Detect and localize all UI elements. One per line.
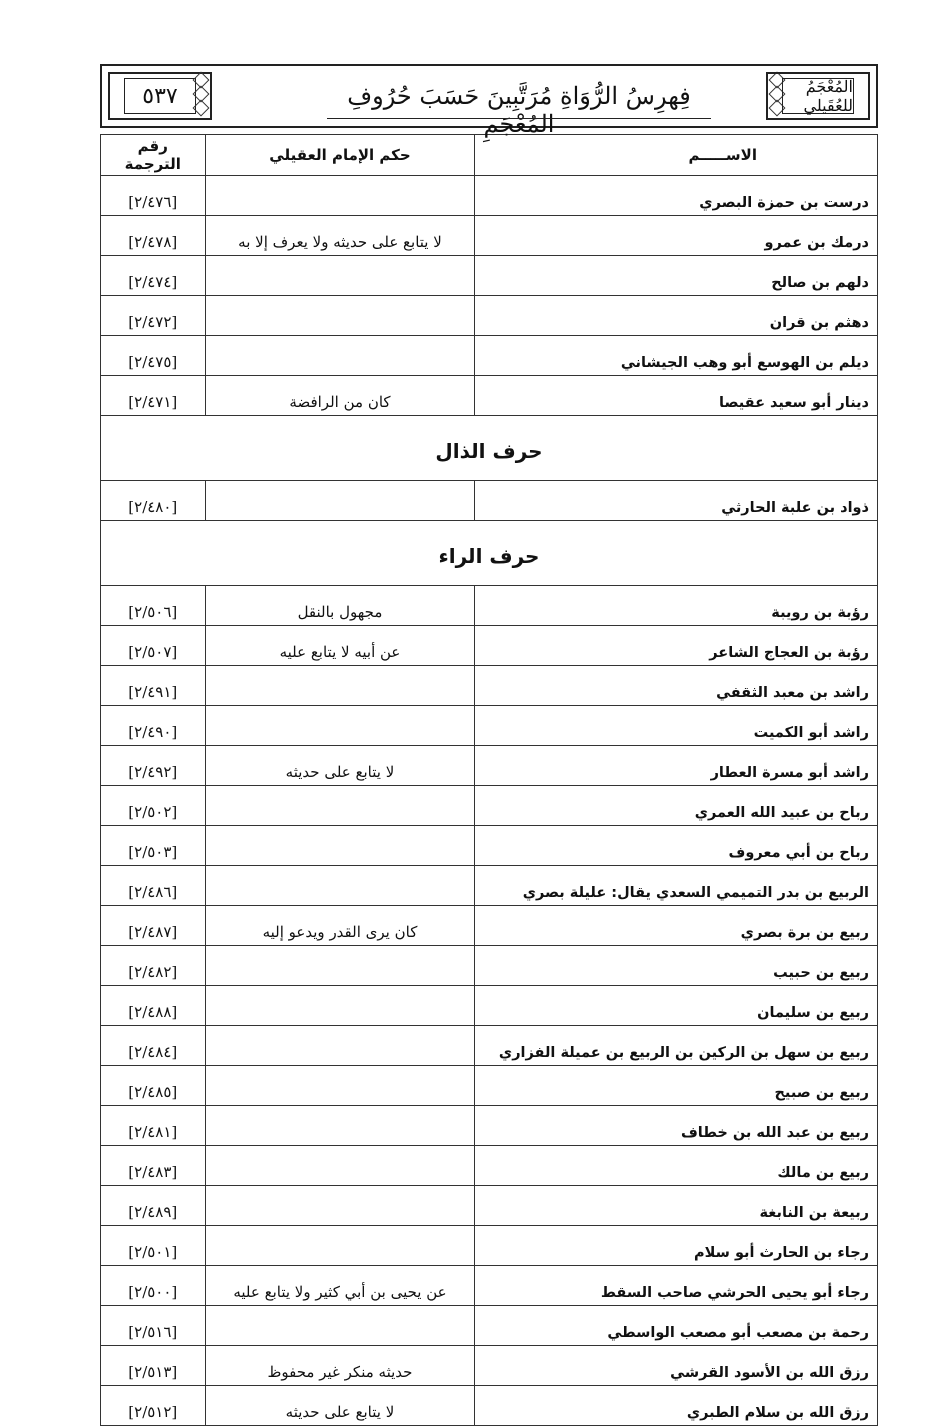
table-row [101, 336, 878, 376]
narrator-name: رزق الله بن سلام الطبري [475, 1386, 878, 1426]
ruling-text: عن يحيى بن أبي كثير ولا يتابع عليه [205, 1266, 475, 1306]
ruling-text: لا يتابع على حديثه ولا يعرف إلا به [205, 216, 475, 256]
table-row [101, 706, 878, 746]
entry-number: [٢/٤٨٩] [101, 1186, 206, 1226]
narrator-name: ربيع بن مالك [475, 1146, 878, 1186]
table-row [101, 176, 878, 216]
entry-number: [٢/٥٠١] [101, 1226, 206, 1266]
ruling-text [205, 706, 475, 746]
section-heading-ra [101, 521, 878, 586]
table-row [101, 256, 878, 296]
column-header-ruling: حكم الإمام العقيلي [205, 135, 475, 176]
section-title: حرف الذال [101, 416, 878, 481]
ruling-text: حديثه منكر غير محفوظ [205, 1346, 475, 1386]
entry-number: [٢/٤٧٢] [101, 296, 206, 336]
title-underline [327, 118, 711, 119]
ruling-text [205, 826, 475, 866]
table-row [101, 481, 878, 521]
narrator-name: راشد بن معبد الثقفي [475, 666, 878, 706]
entry-number: [٢/٤٧٥] [101, 336, 206, 376]
narrator-name: رباح بن عبيد الله العمري [475, 786, 878, 826]
table-row [101, 216, 878, 256]
entry-number: [٢/٥١٦] [101, 1306, 206, 1346]
table-row [101, 1146, 878, 1186]
table-row [101, 376, 878, 416]
entry-number: [٢/٤٨٠] [101, 481, 206, 521]
table-row [101, 1226, 878, 1266]
narrators-table [100, 134, 878, 1426]
page-number: ٥٣٧ [124, 78, 196, 114]
table-row [101, 1386, 878, 1426]
table-row [101, 906, 878, 946]
ornament-icon [194, 72, 208, 116]
table-row [101, 1186, 878, 1226]
ruling-text [205, 986, 475, 1026]
entry-number: [٢/٤٧٦] [101, 176, 206, 216]
table-row [101, 786, 878, 826]
narrator-name: رحمة بن مصعب أبو مصعب الواسطي [475, 1306, 878, 1346]
entry-number: [٢/٥٠٢] [101, 786, 206, 826]
ruling-text: لا يتابع على حديثه [205, 1386, 475, 1426]
table-row [101, 1106, 878, 1146]
entry-number: [٢/٤٨٥] [101, 1066, 206, 1106]
narrator-name: رجاء بن الحارث أبو سلام [475, 1226, 878, 1266]
entry-number: [٢/٤٨٣] [101, 1146, 206, 1186]
book-logo: المُعْجَمُ للعُقَيلي [782, 78, 854, 114]
entry-number: [٢/٤٨٧] [101, 906, 206, 946]
entry-number: [٢/٤٩١] [101, 666, 206, 706]
ruling-text [205, 946, 475, 986]
ruling-text [205, 176, 475, 216]
table-row [101, 746, 878, 786]
narrator-name: ربيع بن حبيب [475, 946, 878, 986]
narrator-name: رجاء أبو يحيى الحرشي صاحب السقط [475, 1266, 878, 1306]
table-row [101, 946, 878, 986]
narrator-name: دلهم بن صالح [475, 256, 878, 296]
ruling-text [205, 336, 475, 376]
column-header-name: الاســـــم [475, 135, 878, 176]
table-row [101, 1306, 878, 1346]
table-header-row [101, 135, 878, 176]
page-header [100, 64, 878, 138]
narrator-name: ربيع بن صبيح [475, 1066, 878, 1106]
narrator-name: رزق الله بن الأسود القرشي [475, 1346, 878, 1386]
narrator-name: ربيع بن سهل بن الركين بن الربيع بن عميلة الفزاري [475, 1026, 878, 1066]
ruling-text: كان يرى القدر ويدعو إليه [205, 906, 475, 946]
ruling-text: مجهول بالنقل [205, 586, 475, 626]
narrator-name: ربيع بن عبد الله بن خطاف [475, 1106, 878, 1146]
narrator-name: ربيعة بن النابغة [475, 1186, 878, 1226]
table-row [101, 626, 878, 666]
entry-number: [٢/٥٠٧] [101, 626, 206, 666]
entry-number: [٢/٤٨٢] [101, 946, 206, 986]
entry-number: [٢/٤٩٢] [101, 746, 206, 786]
narrator-name: دينار أبو سعيد عقيصا [475, 376, 878, 416]
ruling-text [205, 786, 475, 826]
narrator-name: ديلم بن الهوسع أبو وهب الجيشاني [475, 336, 878, 376]
ruling-text [205, 866, 475, 906]
entry-number: [٢/٤٨١] [101, 1106, 206, 1146]
entry-number: [٢/٤٨٨] [101, 986, 206, 1026]
narrator-name: درست بن حمزة البصري [475, 176, 878, 216]
table-row [101, 1026, 878, 1066]
table-row [101, 1266, 878, 1306]
table-row [101, 586, 878, 626]
column-header-number: رقم الترجمة [101, 135, 206, 176]
ruling-text: كان من الرافضة [205, 376, 475, 416]
ruling-text [205, 1146, 475, 1186]
ruling-text: لا يتابع على حديثه [205, 746, 475, 786]
entry-number: [٢/٤٧٤] [101, 256, 206, 296]
entry-number: [٢/٤٨٦] [101, 866, 206, 906]
narrator-name: راشد أبو الكميت [475, 706, 878, 746]
entry-number: [٢/٤٧٨] [101, 216, 206, 256]
narrator-name: دهثم بن قران [475, 296, 878, 336]
section-heading-dhal [101, 416, 878, 481]
table-body [101, 176, 878, 1426]
entry-number: [٢/٤٧١] [101, 376, 206, 416]
narrator-name: درمك بن عمرو [475, 216, 878, 256]
ruling-text [205, 1026, 475, 1066]
ruling-text [205, 481, 475, 521]
narrator-name: راشد أبو مسرة العطار [475, 746, 878, 786]
entry-number: [٢/٥٠٠] [101, 1266, 206, 1306]
book-logo-box [766, 72, 870, 120]
table-row [101, 1066, 878, 1106]
table-row [101, 826, 878, 866]
narrator-name: ربيع بن سليمان [475, 986, 878, 1026]
narrator-name: رؤبة بن العجاج الشاعر [475, 626, 878, 666]
table-row [101, 866, 878, 906]
entry-number: [٢/٤٨٤] [101, 1026, 206, 1066]
table-row [101, 986, 878, 1026]
entry-number: [٢/٥٠٦] [101, 586, 206, 626]
table-row [101, 296, 878, 336]
narrator-name: الربيع بن بدر التميمي السعدي يقال: عليلة بصري [475, 866, 878, 906]
table-row [101, 1346, 878, 1386]
entry-number: [٢/٤٩٠] [101, 706, 206, 746]
ruling-text [205, 256, 475, 296]
ruling-text [205, 1226, 475, 1266]
ruling-text [205, 296, 475, 336]
ruling-text [205, 666, 475, 706]
page [100, 64, 878, 1426]
table-row [101, 666, 878, 706]
narrator-name: رباح بن أبي معروف [475, 826, 878, 866]
ruling-text [205, 1186, 475, 1226]
ruling-text: عن أبيه لا يتابع عليه [205, 626, 475, 666]
entry-number: [٢/٥٠٣] [101, 826, 206, 866]
ruling-text [205, 1106, 475, 1146]
narrator-name: رؤبة بن رويبة [475, 586, 878, 626]
narrator-name: ذواد بن علبة الحارثي [475, 481, 878, 521]
page-title: فِهرِسُ الرُّوَاةِ مُرَتَّبِينَ حَسَبَ حُرُوفِ المُعْجَمِ [347, 82, 691, 138]
narrator-name: ربيع بن برة بصري [475, 906, 878, 946]
ruling-text [205, 1066, 475, 1106]
section-title: حرف الراء [101, 521, 878, 586]
entry-number: [٢/٥١٢] [101, 1386, 206, 1426]
ruling-text [205, 1306, 475, 1346]
entry-number: [٢/٥١٣] [101, 1346, 206, 1386]
